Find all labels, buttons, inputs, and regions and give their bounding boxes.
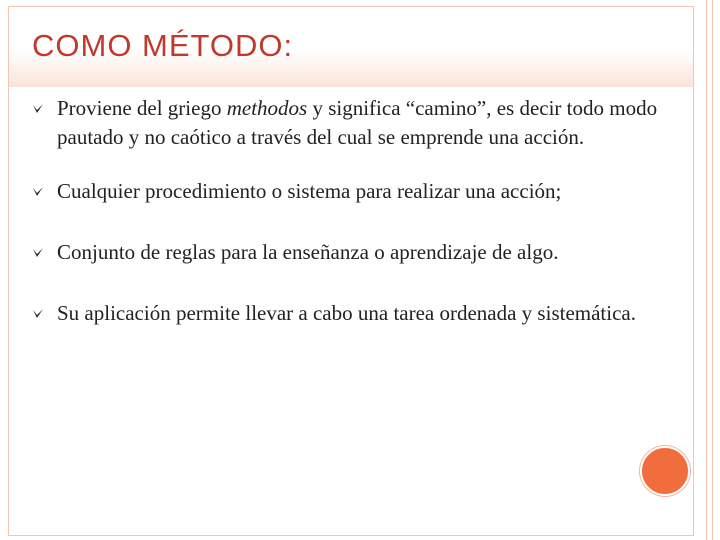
bullet-text-pre: Proviene del griego	[57, 96, 227, 120]
orange-circle-decoration	[640, 446, 690, 496]
bullet-text: Cualquier procedimiento o sistema para realizar una acción;	[57, 179, 562, 203]
checkmark-bullet-icon	[32, 308, 44, 320]
bullet-item	[32, 94, 687, 152]
checkmark-bullet-icon	[32, 103, 44, 115]
checkmark-bullet-icon	[32, 247, 44, 259]
bullet-item	[32, 238, 687, 267]
slide-title: COMO MÉTODO:	[32, 28, 294, 63]
bullet-item	[32, 299, 687, 328]
bullet-text-post: y significa “camino”, es decir todo modo pautado y no caótico a través del cual se emprende una acción.	[57, 96, 658, 149]
bullet-item	[32, 177, 687, 206]
side-rule	[706, 0, 707, 540]
bullet-list	[32, 94, 687, 328]
bullet-text: Su aplicación permite llevar a cabo una tarea ordenada y sistemática.	[57, 301, 636, 325]
bullet-text-emphasis: methodos	[226, 96, 308, 120]
side-rule-inner	[712, 0, 713, 540]
bullet-text: Conjunto de reglas para la enseñanza o aprendizaje de algo.	[57, 240, 559, 264]
checkmark-bullet-icon	[32, 186, 44, 198]
